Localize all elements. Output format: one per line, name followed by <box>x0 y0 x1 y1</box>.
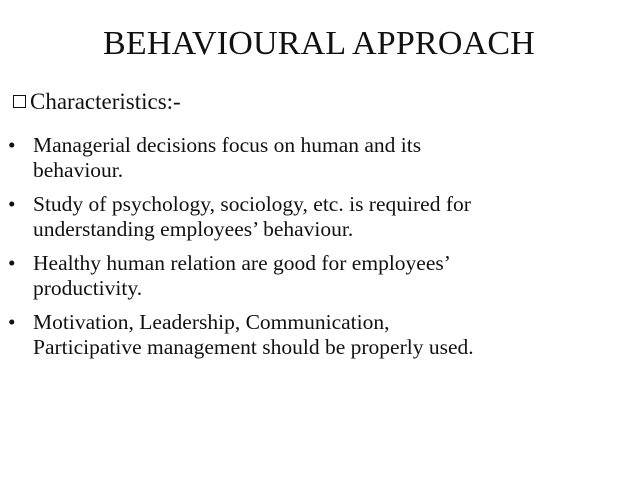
bullet-text-line: understanding employees’ behaviour. <box>33 217 354 241</box>
bullet-item-3 <box>0 251 638 301</box>
characteristics-heading <box>13 87 181 117</box>
bullet-text-line: Study of psychology, sociology, etc. is required for <box>33 192 471 216</box>
bullet-text-line: Healthy human relation are good for employees’ <box>33 251 451 275</box>
bullet-icon: • <box>8 133 16 157</box>
checkbox-bullet-icon <box>13 95 26 108</box>
bullet-text-line: behaviour. <box>33 158 124 182</box>
characteristics-label: Characteristics:- <box>30 89 181 114</box>
bullet-text-line: Managerial decisions focus on human and its <box>33 133 422 157</box>
bullet-item-2 <box>0 192 638 242</box>
bullet-text-line: Motivation, Leadership, Communication, <box>33 310 390 334</box>
bullet-icon: • <box>8 251 16 275</box>
bullet-item-1 <box>0 133 638 183</box>
bullet-text-line: Participative management should be properly used. <box>33 335 474 359</box>
bullet-list <box>0 133 638 369</box>
bullet-icon: • <box>8 192 16 216</box>
slide-title: BEHAVIOURAL APPROACH <box>103 25 535 62</box>
bullet-icon: • <box>8 310 16 334</box>
bullet-item-4 <box>0 310 638 360</box>
bullet-text-line: productivity. <box>33 276 143 300</box>
